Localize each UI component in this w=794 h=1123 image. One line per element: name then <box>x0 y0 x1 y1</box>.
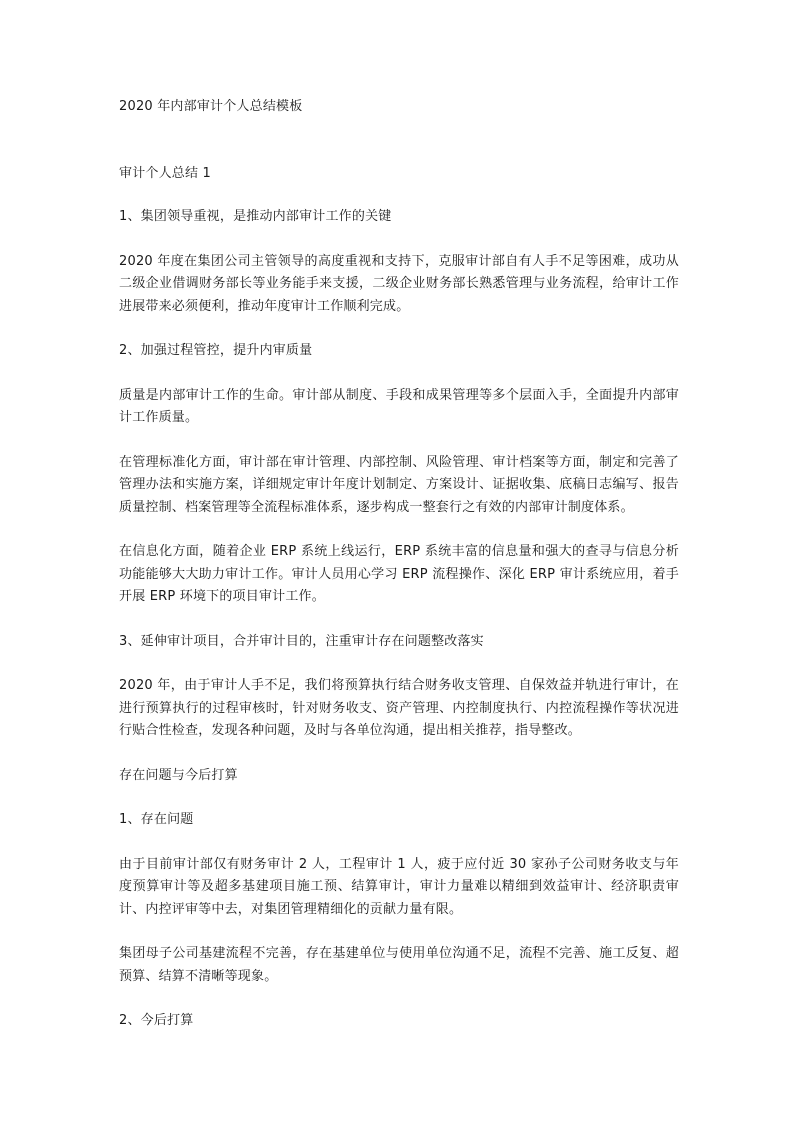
section-heading: 审计个人总结 1 <box>119 165 212 181</box>
subsection-heading: 1、存在问题 <box>119 812 194 827</box>
section-heading: 存在问题与今后打算 <box>119 767 238 783</box>
subsection-heading: 2、加强过程管控，提升内审质量 <box>119 343 313 358</box>
body-paragraph: 在管理标准化方面，审计部在审计管理、内部控制、风险管理、审计档案等方面，制定和完善了管理办法和实施方案，详细规定审计年度计划制定、方案设计、证据收集、底稿日志编写、报告质量控制、档案管理等全流程标准体系，逐步构成一整套行之有效的内部审计制度体系。 <box>119 454 679 515</box>
document-title: 2020 年内部审计个人总结模板 <box>119 99 303 114</box>
body-paragraph: 质量是内部审计工作的生命。审计部从制度、手段和成果管理等多个层面入手，全面提升内部审计工作质量。 <box>119 387 679 425</box>
subsection-heading: 1、集团领导重视，是推动内部审计工作的关键 <box>119 209 392 224</box>
body-paragraph: 在信息化方面，随着企业 ERP 系统上线运行，ERP 系统丰富的信息量和强大的查寻与信息分析功能能够大大助力审计工作。审计人员用心学习 ERP 流程操作、深化 ERP 审计系统应用，着手开展 ERP 环境下的项目审计工作。 <box>119 544 679 604</box>
body-paragraph: 由于目前审计部仅有财务审计 2 人，工程审计 1 人，疲于应付近 30 家孙子公司财务收支与年度预算审计等及超多基建项目施工预、结算审计，审计力量难以精细到效益审计、经济职责审计、内控评审等中去，对集团管理精细化的贡献力量有限。 <box>119 856 679 917</box>
body-paragraph: 集团母子公司基建流程不完善，存在基建单位与使用单位沟通不足，流程不完善、施工反复、超预算、结算不清晰等现象。 <box>119 946 679 984</box>
subsection-heading: 3、延伸审计项目，合并审计目的，注重审计存在问题整改落实 <box>119 633 484 649</box>
document-body <box>119 96 679 1033</box>
body-paragraph: 2020 年，由于审计人手不足，我们将预算执行结合财务收支管理、自保效益并轨进行审计，在进行预算执行的过程审核时，针对财务收支、资产管理、内控制度执行、内控流程操作等状况进行贴合性检查，发现各种问题，及时与各单位沟通，提出相关推荐，指导整改。 <box>119 678 679 738</box>
subsection-heading: 2、今后打算 <box>119 1013 194 1028</box>
body-paragraph: 2020 年度在集团公司主管领导的高度重视和支持下，克服审计部自有人手不足等困难，成功从二级企业借调财务部长等业务能手来支援，二级企业财务部长熟悉管理与业务流程，给审计工作进展带来必须便利，推动年度审计工作顺利完成。 <box>119 253 679 314</box>
